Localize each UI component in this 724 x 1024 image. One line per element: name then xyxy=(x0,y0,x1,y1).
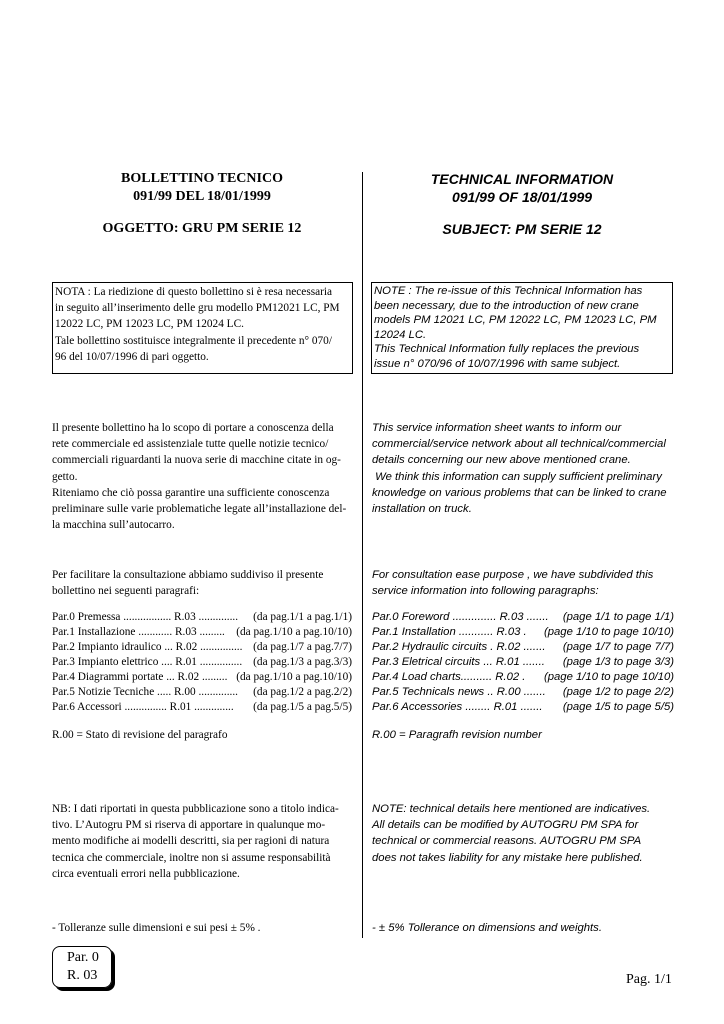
italian-consult xyxy=(52,567,354,599)
paragraph-label: Par.0 Premessa ................. R.03 .............. xyxy=(52,611,239,623)
note-line: in seguito all’inserimento delle gru modello PM12021 LC, PM xyxy=(55,302,340,315)
page-number: Pag. 1/1 xyxy=(626,972,672,987)
paragraph-row xyxy=(372,655,674,670)
disclaimer-line: does not takes liability for any mistake here published. xyxy=(372,851,643,864)
intro-line: Riteniamo che ciò possa garantire una sufficiente conoscenza xyxy=(52,486,330,499)
intro-line: installation on truck. xyxy=(372,503,472,516)
paragraph-pages: (da pag.1/7 a pag.7/7) xyxy=(253,641,352,653)
note-line: 96 del 10/07/1996 di pari oggetto. xyxy=(55,350,209,363)
italian-revision-legend: R.00 = Stato di revisione del paragrafo xyxy=(52,729,228,741)
paragraph-row xyxy=(372,700,674,715)
disclaimer-line: technical or commercial reasons. AUTOGRU PM SPA xyxy=(372,835,642,848)
paragraph-label: Par.5 Technicals news .. R.00 ....... xyxy=(372,686,546,698)
consult-line: bollettino nei seguenti paragrafi: xyxy=(52,585,200,598)
paragraph-pages: (page 1/1 to page 1/1) xyxy=(562,611,674,623)
consult-line: service information into following paragraphs: xyxy=(372,585,599,598)
disclaimer-line: mento modifiche ai modelli descritti, sia per ragioni di natura xyxy=(52,835,330,848)
paragraph-row xyxy=(372,685,674,700)
paragraph-label: Par.6 Accessori ............... R.01 .............. xyxy=(52,701,234,713)
english-tolerance: - ± 5% Tollerance on dimensions and weights. xyxy=(372,922,602,934)
intro-line: We think this information can supply sufficient preliminary xyxy=(372,470,662,483)
paragraph-row xyxy=(52,610,352,625)
note-line: 12022 LC, PM 12023 LC, PM 12024 LC. xyxy=(55,318,244,331)
note-line: Tale bollettino sostituisce integralmente il precedente n° 070/ xyxy=(55,334,332,347)
paragraph-row xyxy=(52,685,352,700)
italian-subject: OGGETTO: GRU PM SERIE 12 xyxy=(102,221,302,236)
english-disclaimer xyxy=(372,801,674,866)
intro-line: rete commerciale ed assistenziale tutte quelle notizie tecnico/ xyxy=(52,438,329,451)
consult-line: Per facilitare la consultazione abbiamo suddiviso il presente xyxy=(52,569,324,581)
paragraph-label: Par.2 Hydraulic circuits . R.02 ....... xyxy=(372,641,546,653)
badge-paragraph: Par. 0 xyxy=(67,950,99,965)
italian-tolerance: - Tolleranze sulle dimensioni e sui pesi ± 5% . xyxy=(52,922,261,934)
english-intro xyxy=(372,420,674,517)
note-line: models PM 12021 LC, PM 12022 LC, PM 12023 LC, PM xyxy=(374,314,657,327)
paragraph-revision-badge xyxy=(52,946,112,988)
paragraph-pages: (page 1/2 to page 2/2) xyxy=(562,686,674,698)
english-title: TECHNICAL INFORMATION xyxy=(430,171,614,187)
italian-header xyxy=(52,170,352,238)
english-subject: SUBJECT: PM SERIE 12 xyxy=(442,221,602,237)
disclaimer-line: NB: I dati riportati in questa pubblicazione sono a titolo indica- xyxy=(52,803,339,815)
intro-line: This service information sheet wants to inform our xyxy=(372,422,622,434)
paragraph-label: Par.6 Accessories ........ R.01 ....... xyxy=(372,701,543,713)
italian-intro xyxy=(52,420,354,533)
note-line: issue n° 070/96 of 10/07/1996 with same subject. xyxy=(374,357,621,370)
paragraph-row xyxy=(52,655,352,670)
intro-line: details concerning our new above mentioned crane. xyxy=(372,454,631,467)
paragraph-label: Par.4 Diagrammi portate ... R.02 ......... xyxy=(52,671,228,683)
paragraph-pages: (da pag.1/10 a pag.10/10) xyxy=(236,671,352,683)
paragraph-row xyxy=(52,625,352,640)
paragraph-row xyxy=(52,670,352,685)
english-header xyxy=(372,170,672,238)
note-line: 12024 LC. xyxy=(374,328,427,341)
english-consult xyxy=(372,567,674,599)
intro-line: commercial/service network about all technical/commercial xyxy=(372,438,666,451)
paragraph-row xyxy=(372,610,674,625)
english-note-box xyxy=(371,282,673,374)
paragraph-label: Par.0 Foreword .............. R.03 ....... xyxy=(372,611,549,623)
disclaimer-line: tecnica che commerciale, inoltre non si assume responsabilità xyxy=(52,851,331,864)
column-divider xyxy=(362,172,363,938)
paragraph-pages: (da pag.1/10 a pag.10/10) xyxy=(236,626,352,638)
italian-title: BOLLETTINO TECNICO xyxy=(121,171,283,186)
paragraph-row xyxy=(52,700,352,715)
paragraph-pages: (da pag.1/3 a pag.3/3) xyxy=(253,656,352,668)
paragraph-row xyxy=(372,640,674,655)
italian-disclaimer xyxy=(52,801,354,882)
note-line: been necessary, due to the introduction of new crane xyxy=(374,299,639,312)
intro-line: getto. xyxy=(52,470,78,483)
consult-line: For consultation ease purpose , we have subdivided this xyxy=(372,569,654,581)
english-revision-legend: R.00 = Paragrafh revision number xyxy=(372,729,542,741)
disclaimer-line: NOTE: technical details here mentioned are indicatives. xyxy=(372,803,651,815)
intro-line: Il presente bollettino ha lo scopo di portare a conoscenza della xyxy=(52,422,334,434)
intro-line: knowledge on various problems that can be linked to crane xyxy=(372,486,667,499)
italian-number: 091/99 DEL 18/01/1999 xyxy=(133,189,271,204)
italian-paragraph-list xyxy=(52,610,352,715)
badge-revision: R. 03 xyxy=(67,968,98,983)
paragraph-label: Par.5 Notizie Tecniche ..... R.00 .............. xyxy=(52,686,238,698)
paragraph-label: Par.2 Impianto idraulico ... R.02 ............... xyxy=(52,641,243,653)
paragraph-row xyxy=(52,640,352,655)
paragraph-label: Par.3 Eletrical circuits ... R.01 ....... xyxy=(372,656,545,668)
paragraph-pages: (da pag.1/5 a pag.5/5) xyxy=(253,701,352,713)
paragraph-pages: (page 1/5 to page 5/5) xyxy=(562,701,674,713)
paragraph-pages: (page 1/10 to page 10/10) xyxy=(543,626,674,638)
note-line: This Technical Information fully replaces the previous xyxy=(374,343,640,356)
paragraph-pages: (page 1/10 to page 10/10) xyxy=(543,671,674,683)
disclaimer-line: All details can be modified by AUTOGRU PM SPA for xyxy=(372,819,639,832)
paragraph-pages: (page 1/3 to page 3/3) xyxy=(562,656,674,668)
italian-note-box xyxy=(52,282,353,374)
paragraph-label: Par.1 Installation ........... R.03 . xyxy=(372,626,527,638)
english-number: 091/99 OF 18/01/1999 xyxy=(451,189,593,205)
disclaimer-line: tivo. L’Autogru PM si riserva di apportare in qualunque mo- xyxy=(52,819,326,832)
intro-line: la macchina sull’autocarro. xyxy=(52,519,175,532)
note-line: NOTA : La riedizione di questo bollettino si è resa necessaria xyxy=(55,286,333,298)
paragraph-label: Par.3 Impianto elettrico .... R.01 ............... xyxy=(52,656,243,668)
paragraph-pages: (da pag.1/2 a pag.2/2) xyxy=(253,686,352,698)
english-paragraph-list xyxy=(372,610,674,715)
paragraph-label: Par.4 Load charts.......... R.02 . xyxy=(372,671,526,683)
paragraph-row xyxy=(372,670,674,685)
note-line: NOTE : The re-issue of this Technical Information has xyxy=(374,285,643,297)
intro-line: commerciali riguardanti la nuova serie di macchine citate in og- xyxy=(52,454,341,467)
paragraph-label: Par.1 Installazione ............ R.03 ......... xyxy=(52,626,225,638)
disclaimer-line: circa eventuali errori nella pubblicazione. xyxy=(52,867,240,880)
paragraph-row xyxy=(372,625,674,640)
paragraph-pages: (page 1/7 to page 7/7) xyxy=(562,641,674,653)
intro-line: preliminare sulle varie problematiche legate all’installazione del- xyxy=(52,503,347,516)
paragraph-pages: (da pag.1/1 a pag.1/1) xyxy=(253,611,352,623)
